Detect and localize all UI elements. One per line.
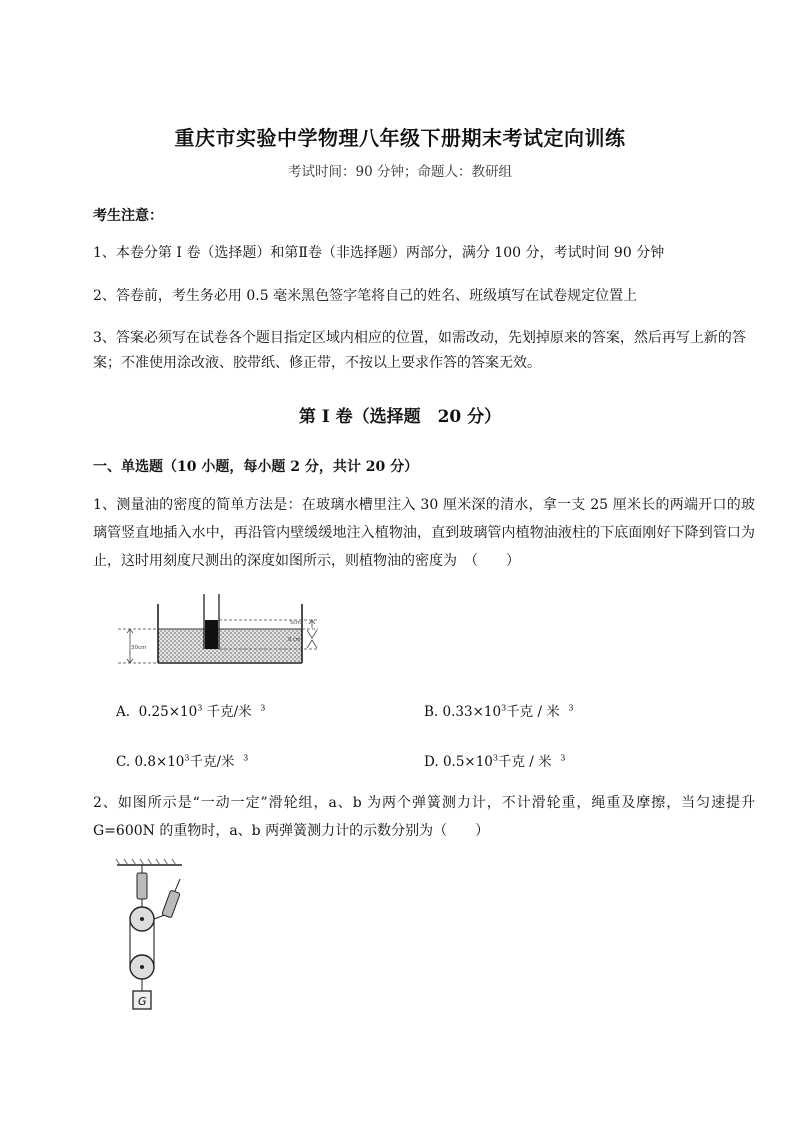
option-d-label: D. <box>424 754 439 770</box>
option-d-exponent: 3 <box>492 753 498 763</box>
option-b-label: B. <box>424 704 439 720</box>
notice-heading: 考生注意： <box>93 208 163 224</box>
option-b-unit-exponent: 3 <box>568 703 574 713</box>
spring-scale-a <box>137 865 147 907</box>
option-a-unit: 千克/米 <box>202 704 252 720</box>
page-title: 重庆市实验中学物理八年级下册期末考试定向训练 <box>174 126 626 150</box>
option-c-unit-exponent: 3 <box>243 753 249 763</box>
option-a-exponent: 3 <box>197 703 203 713</box>
movable-pulley <box>130 955 154 979</box>
option-a-value: 0.25×10 <box>138 704 198 720</box>
option-c-label: C. <box>116 754 131 770</box>
depth-label-30cm: 30cm <box>131 645 147 651</box>
option-a-unit-exponent: 3 <box>260 703 266 713</box>
depth-label-8cm: 8 cm <box>288 637 301 643</box>
option-c-value: 0.8×10 <box>134 754 185 770</box>
water-tank <box>158 604 302 663</box>
question-1-figure <box>118 592 328 668</box>
option-b-unit: 千克 / 米 <box>506 704 560 720</box>
option-b[interactable] <box>424 700 574 720</box>
option-a-label: A. <box>116 704 131 720</box>
option-b-exponent: 3 <box>501 703 507 713</box>
fixed-pulley <box>130 907 154 931</box>
option-c[interactable] <box>116 750 248 770</box>
weight-label: G <box>138 995 147 1008</box>
option-d-unit: 千克 / 米 <box>498 754 552 770</box>
option-d-unit-exponent: 3 <box>560 753 566 763</box>
exam-info: 考试时间：90 分钟；命题人：教研组 <box>288 164 512 180</box>
option-b-value: 0.33×10 <box>442 704 502 720</box>
question-group-title: 一、单选题（10 小题，每小题 2 分，共计 20 分） <box>93 459 419 475</box>
spring-scale-b <box>162 879 180 918</box>
question-2-stem: 2、如图所示是“一动一定”滑轮组，a、b 为两个弹簧测力计，不计滑轮重，绳重及摩擦，当匀速提升 G=600N 的重物时，a、b 两弹簧测力计的示数分别为（ ） <box>93 795 755 839</box>
ceiling <box>116 859 182 865</box>
option-d[interactable] <box>424 750 565 770</box>
option-d-value: 0.5×10 <box>442 754 493 770</box>
option-c-unit: 千克/米 <box>189 754 235 770</box>
depth-label-5cm: 5cm <box>290 620 301 626</box>
question-1-stem: 1、测量油的密度的简单方法是：在玻璃水槽里注入 30 厘米深的清水，拿一支 25 厘米长的两端开口的玻璃管竖直地插入水中，再沿管内壁缓缓地注入植物油，直到玻璃管内植物油液柱的下底面刚好下降到管口为止，这时用刻度尺测出的深度如图所示，则植物油的密度为 （ ） <box>93 497 755 569</box>
glass-tube <box>204 594 219 649</box>
option-c-exponent: 3 <box>184 753 190 763</box>
question-2-figure <box>112 855 202 1015</box>
notice-item-1: 1、本卷分第 I 卷（选择题）和第Ⅱ卷（非选择题）两部分，满分 100 分，考试时间 90 分钟 <box>93 245 665 261</box>
section-title: 第 I 卷（选择题 20 分） <box>298 407 502 427</box>
notice-item-2: 2、答卷前，考生务必用 0.5 毫米黑色签字笔将自己的姓名、班级填写在试卷规定位置上 <box>93 288 638 304</box>
option-a[interactable] <box>116 700 265 720</box>
notice-item-3: 3、答案必须写在试卷各个题目指定区域内相应的位置，如需改动，先划掉原来的答案，然后再写上新的答案；不准使用涂改液、胶带纸、修正带，不按以上要求作答的答案无效。 <box>93 330 746 371</box>
